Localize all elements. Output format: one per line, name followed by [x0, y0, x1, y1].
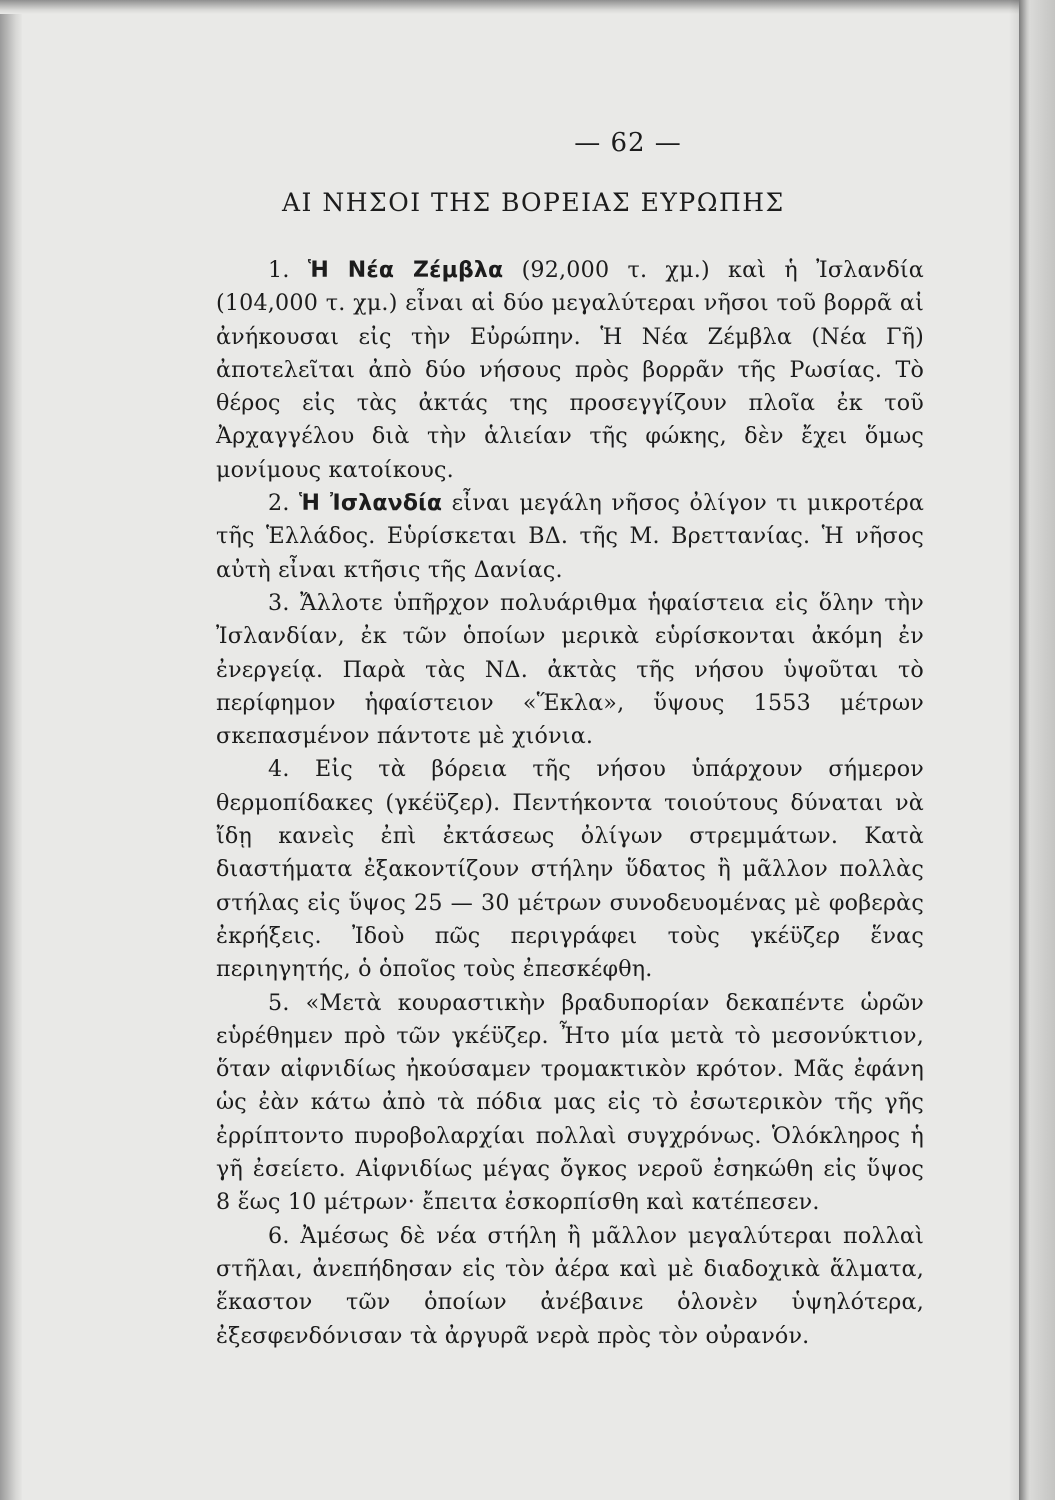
paragraph-number: 2.: [268, 490, 290, 517]
body-text: [216, 254, 924, 1353]
paragraph-3: [216, 587, 924, 753]
binding-shadow: [1009, 0, 1019, 1500]
paragraph-number: 3.: [268, 589, 290, 616]
page-number: — 62 —: [574, 128, 682, 158]
chapter-title: ΑΙ ΝΗΣΟΙ ΤΗΣ ΒΟΡΕΙΑΣ ΕΥΡΩΠΗΣ: [282, 188, 785, 217]
bold-term: Ἡ Ἰσλανδία: [298, 491, 443, 517]
paragraph-number: 1.: [268, 257, 290, 283]
bold-term: Ἡ Νέα Ζέμβλα: [307, 258, 504, 283]
paragraph-number: 4.: [268, 756, 290, 783]
page-top-edge-shadow: [0, 0, 1055, 14]
adjacent-page-strip: [1019, 0, 1055, 1500]
paragraph-text: Ἄλλοτε ὑπῆρχον πολυάριθμα ἡφαίστεια εἰς ὅλην τὴν Ἰσλανδίαν, ἐκ τῶν ὁποίων μερικὰ εὑρίσκονται ἀκόμη ἐν ἐνεργείᾳ. Παρὰ τὰς ΝΔ. ἀκτὰς τῆς νήσου ὑψοῦται τὸ περίφημον ἡφαίστειον «Ἕκλα», ὕψους 1553 μέτρων σκεπασμένον πάντοτε μὲ χιόνια.: [216, 589, 924, 750]
paragraph-6: [216, 1220, 924, 1353]
paragraph-text: Ἀμέσως δὲ νέα στήλη ἢ μᾶλλον μεγαλύτεραι πολλαὶ στῆλαι, ἀνεπήδησαν εἰς τὸν ἀέρα καὶ μὲ διαδοχικὰ ἅλματα, ἕκαστον τῶν ὁποίων ἀνέβαινε ὁλονὲν ὑψηλότερα, ἐξεσφενδόνισαν τὰ ἀργυρᾶ νερὰ πρὸς τὸν οὐρανόν.: [216, 1222, 924, 1349]
paragraph-4: [216, 753, 924, 986]
paragraph-text: «Μετὰ κουραστικὴν βραδυπορίαν δεκαπέντε ὡρῶν εὑρέθημεν πρὸ τῶν γκέϋζερ. Ἦτο μία μετὰ τὸ μεσονύκτιον, ὅταν αἰφνιδίως ἠκούσαμεν τρομακτικὸν κρότον. Μᾶς ἐφάνη ὡς ἐὰν κάτω ἀπὸ τὰ πόδια μας εἰς τὸ ἐσωτερικὸν τῆς γῆς ἐρρίπτοντο πυροβολαρχίαι πολλαὶ συγχρόνως. Ὁλόκληρος ἡ γῆ ἐσείετο. Αἰφνιδίως μέγας ὄγκος νεροῦ ἐσηκώθη εἰς ὕψος 8 ἕως 10 μέτρων· ἔπειτα ἐσκορπίσθη καὶ κατέπεσεν.: [216, 989, 924, 1216]
paragraph-2: [216, 487, 924, 587]
paragraph-number: 6.: [268, 1222, 290, 1249]
paragraph-text: εἶναι μεγάλη νῆσος ὀλίγον τι μικροτέρα τῆς Ἑλλάδος. Εὑρίσκεται ΒΔ. τῆς Μ. Βρεττανίας. Ἡ νῆσος αὐτὴ εἶναι κτῆσις τῆς Δανίας.: [216, 490, 924, 583]
paragraph-1: [216, 254, 924, 487]
page-left-edge-shadow: [0, 0, 22, 1500]
paragraph-5: [216, 987, 924, 1220]
paragraph-text: (92,000 τ. χμ.) καὶ ἡ Ἰσλανδία (104,000 τ. χμ.) εἶναι αἱ δύο μεγαλύτεραι νῆσοι τοῦ βορρᾶ αἱ ἀνήκουσαι εἰς τὴν Εὐρώπην. Ἡ Νέα Ζέμβλα (Νέα Γῆ) ἀποτελεῖται ἀπὸ δύο νήσους πρὸς βορρᾶν τῆς Ρωσίας. Τὸ θέρος εἰς τὰς ἀκτάς της προσεγγίζουν πλοῖα ἐκ τοῦ Ἀρχαγγέλου διὰ τὴν ἁλιείαν τῆς φώκης, δὲν ἔχει ὅμως μονίμους κατοίκους.: [216, 257, 924, 483]
paragraph-text: Εἰς τὰ βόρεια τῆς νήσου ὑπάρχουν σήμερον θερμοπίδακες (γκέϋζερ). Πεντήκοντα τοιούτους δύναται νὰ ἴδῃ κανεὶς ἐπὶ ἐκτάσεως ὀλίγων στρεμμάτων. Κατὰ διαστήματα ἐξακοντίζουν στήλην ὕδατος ἢ μᾶλλον πολλὰς στήλας εἰς ὕψος 25 — 30 μέτρων συνοδευομένας μὲ φοβερὰς ἐκρήξεις. Ἰδοὺ πῶς περιγράφει τοὺς γκέϋζερ ἕνας περιηγητής, ὁ ὁποῖος τοὺς ἐπεσκέφθη.: [216, 756, 924, 983]
paragraph-number: 5.: [268, 989, 290, 1016]
